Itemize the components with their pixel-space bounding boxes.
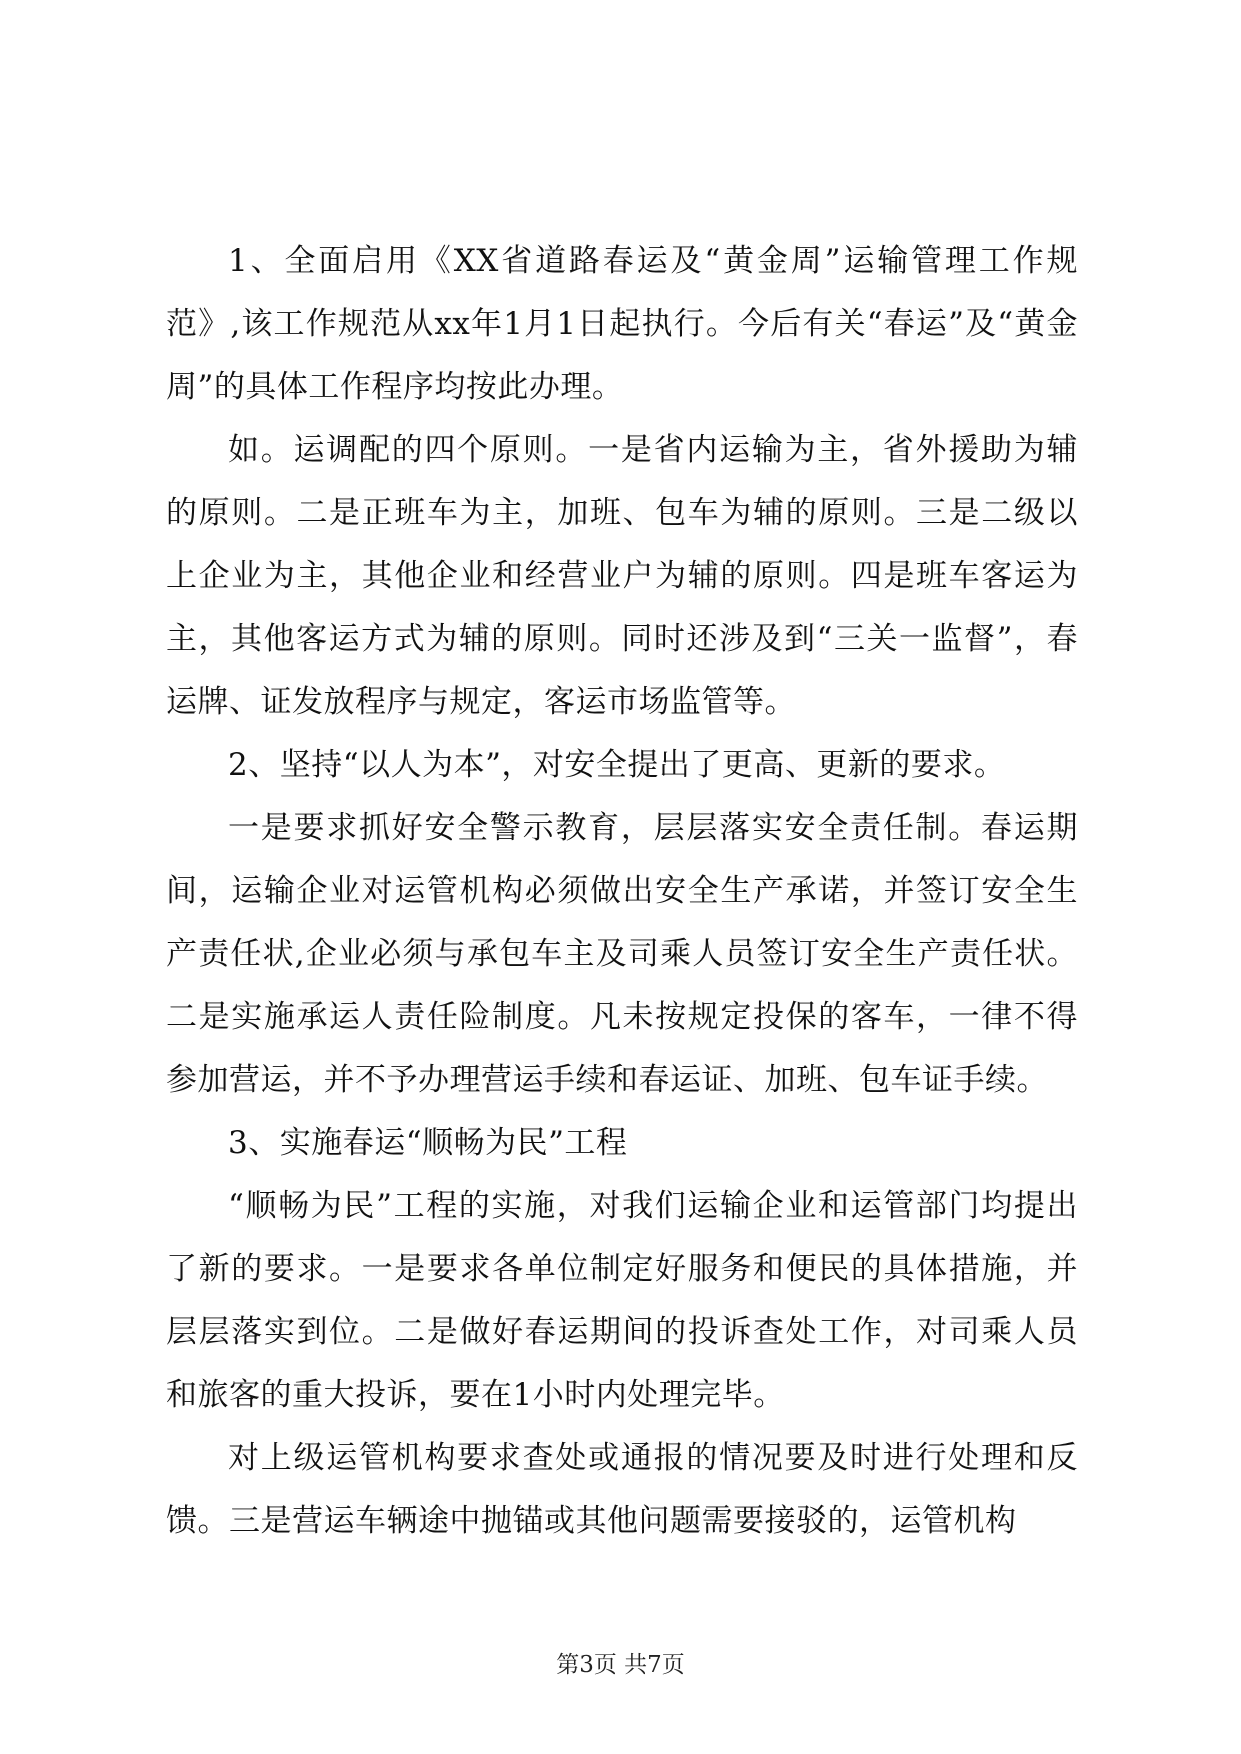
paragraph-4: 一是要求抓好安全警示教育，层层落实安全责任制。春运期间，运输企业对运管机构必须做出安全生产承诺，并签订安全生产责任状,企业必须与承包车主及司乘人员签订安全生产责任状。二是实施承运人责任险制度。凡未按规定投保的客车，一律不得参加营运，并不予办理营运手续和春运证、加班、包车证手续。: [166, 810, 1078, 1098]
paragraph-1: 1、全面启用《XX省道路春运及“黄金周”运输管理工作规范》,该工作规范从xx年1月1日起执行。今后有关“春运”及“黄金周”的具体工作程序均按此办理。: [166, 243, 1078, 405]
paragraph-7: 对上级运管机构要求查处或通报的情况要及时进行处理和反馈。三是营运车辆途中抛锚或其他问题需要接驳的，运管机构: [166, 1440, 1078, 1539]
paragraph-6: “顺畅为民”工程的实施，对我们运输企业和运管部门均提出了新的要求。一是要求各单位制定好服务和便民的具体措施，并层层落实到位。二是做好春运期间的投诉查处工作，对司乘人员和旅客的重大投诉，要在1小时内处理完毕。: [166, 1188, 1078, 1413]
paragraph-2: 如。运调配的四个原则。一是省内运输为主，省外援助为辅的原则。二是正班车为主，加班、包车为辅的原则。三是二级以上企业为主，其他企业和经营业户为辅的原则。四是班车客运为主，其他客运方式为辅的原则。同时还涉及到“三关一监督”，春运牌、证发放程序与规定，客运市场监管等。: [166, 432, 1078, 720]
paragraph-5: 3、实施春运“顺畅为民”工程: [228, 1125, 628, 1161]
paragraph-3: 2、坚持“以人为本”，对安全提出了更高、更新的要求。: [228, 747, 1006, 783]
document-body: [166, 230, 1078, 1553]
page-number-footer: 第3页 共7页: [556, 1652, 685, 1678]
